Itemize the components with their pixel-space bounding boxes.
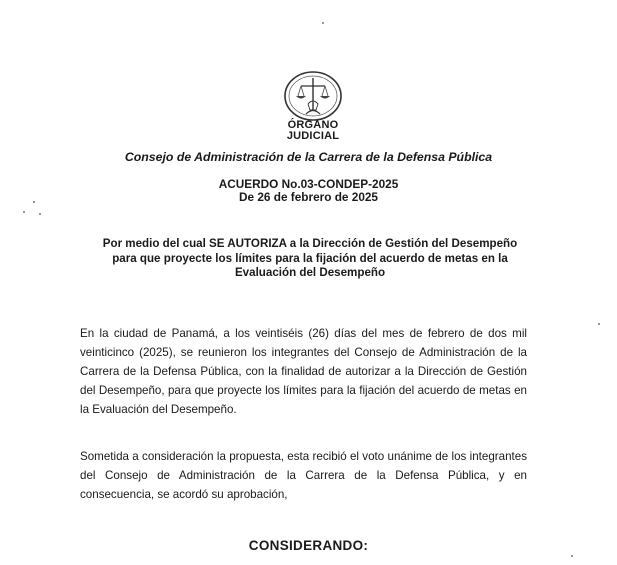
agreement-number: ACUERDO No.03-CONDEP-2025 [218, 177, 399, 191]
scan-speck [598, 323, 600, 325]
scan-speck [23, 211, 25, 213]
agreement-date: De 26 de febrero de 2025 [238, 190, 378, 204]
council-name: Consejo de Administración de la Carrera de la Defensa Pública [124, 150, 493, 164]
scan-speck [39, 213, 41, 215]
section-heading-considerando: CONSIDERANDO: [248, 538, 369, 553]
organization-name-line2: JUDICIAL [286, 130, 340, 142]
scan-speck [33, 201, 35, 203]
scan-speck [571, 555, 573, 557]
scan-speck [322, 22, 324, 24]
agreement-summary: Por medio del cual SE AUTORIZA a la Dirección de Gestión del Desempeño para que proyecte los límites para la fijación del acuerdo de metas en la Evaluación del Desempeño [102, 237, 518, 279]
organization-name-line1: ÓRGANO [287, 119, 339, 131]
body-paragraph-1: En la ciudad de Panamá, a los veintiséis (26) días del mes de febrero de dos mil veinticinco (2025), se reunieron los integrantes del Consejo de Administración de la Carrera de la Defensa Pública, con la finalidad de autorizar a la Dirección de Gestión del Desempeño, para que proyecte los límites para la fijación del acuerdo de metas en la Evaluación del Desempeño. [80, 327, 527, 416]
body-paragraph-2: Sometida a consideración la propuesta, esta recibió el voto unánime de los integrantes del Consejo de Administración de la Carrera de la Defensa Pública, y en consecuencia, se acordó su aprobación, [80, 450, 527, 501]
